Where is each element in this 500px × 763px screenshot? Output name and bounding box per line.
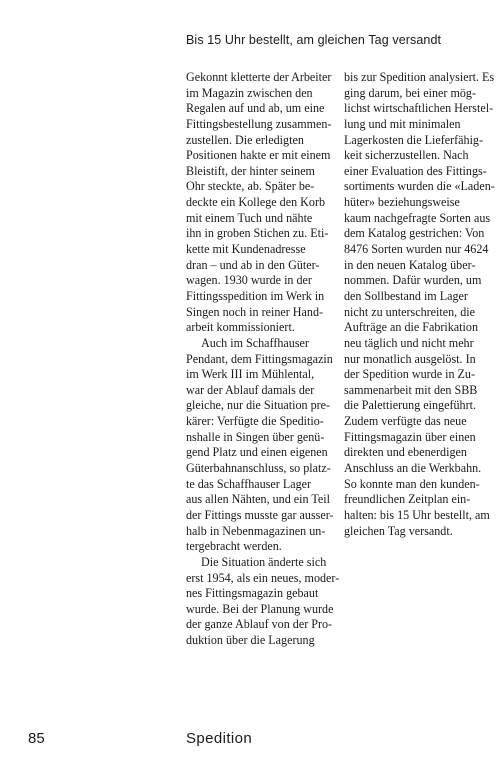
- text-line: nur monatlich ausgelöst. In: [344, 351, 476, 366]
- text-line: zustellen. Die erledigten: [186, 132, 304, 147]
- text-line: nicht zu unterschreiten, die: [344, 304, 475, 319]
- text-line: ihn in groben Stichen zu. Eti-: [186, 226, 329, 241]
- text-line: der Fittings musste gar ausser-: [186, 507, 334, 522]
- text-line: Zudem verfügte das neue: [344, 414, 467, 429]
- text-line: aus allen Nähten, und ein Teil: [186, 492, 331, 507]
- text-line: mit einem Tuch und nähte: [186, 210, 313, 225]
- text-line: nommen. Dafür wurden, um: [344, 273, 482, 288]
- text-line: Fittingsbestellung zusammen-: [186, 116, 332, 131]
- text-line: kaum nachgefragte Sorten aus: [344, 210, 491, 225]
- text-line: halten: bis 15 Uhr bestellt, am: [344, 507, 490, 522]
- text-line: dran – und ab in den Güter-: [186, 257, 320, 272]
- text-line: Singen noch in reiner Hand-: [186, 304, 324, 319]
- text-line: 8476 Sorten wurden nur 4624: [344, 242, 489, 257]
- text-line: die Palettierung eingeführt.: [344, 398, 476, 413]
- text-line: neu täglich und nicht mehr: [344, 335, 474, 350]
- text-line: Pendant, dem Fittingsmagazin: [186, 351, 333, 366]
- text-line: deckte ein Kollege den Korb: [186, 195, 326, 210]
- text-column-right: [344, 70, 495, 539]
- text-line: wurde. Bei der Planung wurde: [186, 601, 334, 616]
- text-line: Güterbahnanschluss, so platz-: [186, 461, 331, 476]
- text-line: nshalle in Singen über genü-: [186, 429, 325, 444]
- text-line: Regalen auf und ab, um eine: [186, 101, 325, 116]
- text-line: kette mit Kundenadresse: [186, 242, 306, 257]
- text-line: nes Fittingsmagazin gebaut: [186, 586, 319, 601]
- text-line: in den neuen Katalog über-: [344, 257, 476, 272]
- text-line: Aufträge an die Fabrikation: [344, 320, 478, 335]
- text-line: tergebracht werden.: [186, 539, 282, 554]
- text-line: sammenarbeit mit den SBB: [344, 382, 478, 397]
- text-line: der Spedition wurde in Zu-: [344, 367, 475, 382]
- text-line: Fittingsmagazin über einen: [344, 429, 476, 444]
- text-line: duktion über die Lagerung: [186, 633, 315, 648]
- text-line: direkten und ebenerdigen: [344, 445, 467, 460]
- text-line: hüter» beziehungsweise: [344, 195, 460, 210]
- text-line: arbeit kommissioniert.: [186, 320, 295, 335]
- text-line: Positionen hakte er mit einem: [186, 148, 331, 163]
- page-number: 85: [28, 730, 45, 747]
- text-line: bis zur Spedition analysiert. Es: [344, 70, 495, 84]
- text-line: dem Katalog gestrichen: Von: [344, 226, 485, 241]
- text-line: war der Ablauf damals der: [186, 382, 315, 397]
- text-line: wagen. 1930 wurde in der: [186, 273, 312, 288]
- text-line: lung und mit minimalen: [344, 116, 461, 131]
- text-line: der ganze Ablauf von der Pro-: [186, 617, 333, 632]
- text-line: halb in Nebenmagazinen un-: [186, 523, 326, 538]
- text-line: Ohr steckte, ab. Später be-: [186, 179, 315, 194]
- section-title: Spedition: [186, 730, 253, 747]
- text-line: Gekonnt kletterte der Arbeiter: [186, 70, 332, 84]
- text-line: keit sicherzustellen. Nach: [344, 148, 469, 163]
- text-line: den Sollbestand im Lager: [344, 288, 468, 303]
- text-line: sortiments wurden die «Laden-: [344, 179, 495, 194]
- text-line: So konnte man den kunden-: [344, 476, 480, 491]
- text-line: im Werk III im Mühlental,: [186, 367, 315, 382]
- paragraph-start-line: Auch im Schaffhauser: [201, 335, 309, 350]
- text-line: im Magazin zwischen den: [186, 85, 313, 100]
- text-line: gleiche, nur die Situation pre-: [186, 398, 331, 413]
- text-line: Anschluss an die Werkbahn.: [344, 461, 482, 476]
- text-line: kärer: Verfügte die Speditio-: [186, 414, 324, 429]
- text-line: lichst wirtschaftlichen Herstel-: [344, 101, 494, 116]
- text-line: Lagerkosten die Lieferfähig-: [344, 132, 484, 147]
- text-line: Fittingsspedition im Werk in: [186, 288, 325, 303]
- running-header: Bis 15 Uhr bestellt, am gleichen Tag versandt: [186, 33, 442, 47]
- text-column-left: [186, 70, 340, 649]
- text-line: Bleistift, der hinter seinem: [186, 163, 315, 178]
- text-line: te das Schaffhauser Lager: [186, 476, 312, 491]
- text-line: gleichen Tag versandt.: [344, 523, 453, 538]
- text-line: einer Evaluation des Fittings-: [344, 163, 487, 178]
- paragraph-start-line: Die Situation änderte sich: [201, 554, 327, 569]
- text-line: freundlichen Zeitplan ein-: [344, 492, 471, 507]
- text-line: ging darum, bei einer mög-: [344, 85, 476, 100]
- text-line: gend Platz und einen eigenen: [186, 445, 328, 460]
- text-line: erst 1954, als ein neues, moder-: [186, 570, 340, 585]
